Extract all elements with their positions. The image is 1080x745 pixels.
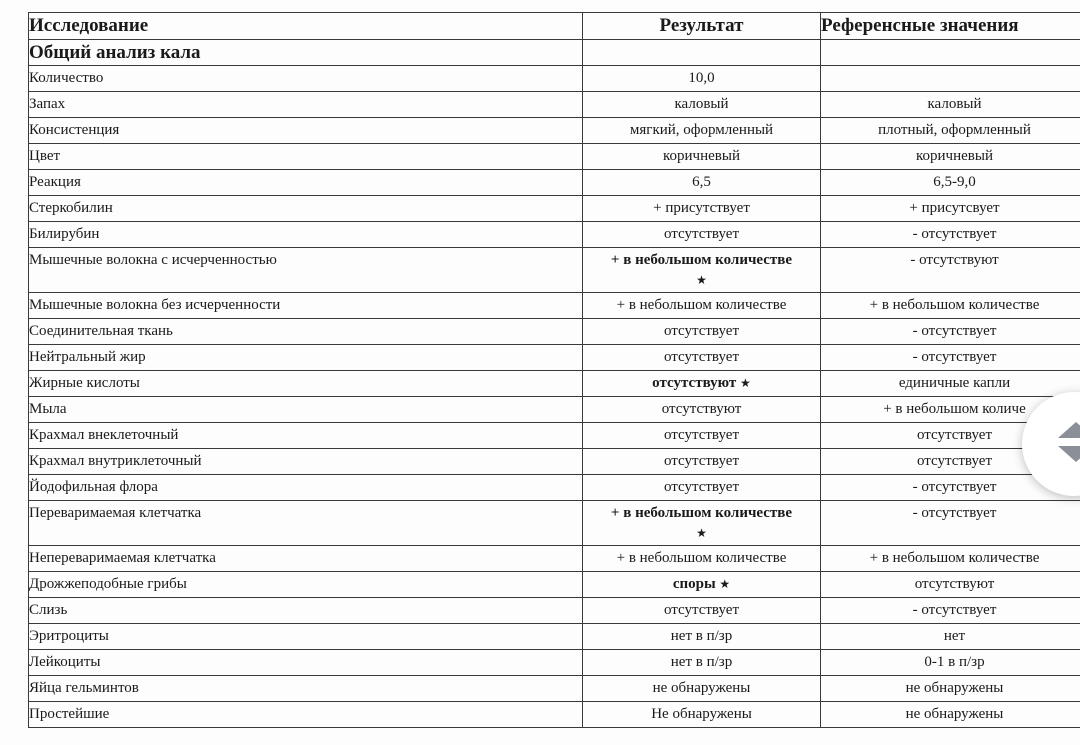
row-name: Соединительная ткань <box>29 319 583 345</box>
row-name: Крахмал внеклеточный <box>29 423 583 449</box>
table-row <box>29 702 1080 728</box>
row-result <box>583 702 821 728</box>
header-reference: Референсные значения <box>821 13 1080 40</box>
result-value: отсутствует <box>663 349 740 365</box>
flag-star-icon: ★ <box>696 526 707 540</box>
row-reference: - отсутствует <box>821 501 1080 546</box>
row-name: Количество <box>29 66 583 92</box>
row-reference: отсутствует <box>821 423 1080 449</box>
row-reference: единичные капли <box>821 371 1080 397</box>
result-value: + в небольшом количестве <box>610 505 793 521</box>
table-row <box>29 449 1080 475</box>
row-reference: - отсутствует <box>821 319 1080 345</box>
row-result <box>583 345 821 371</box>
chevron-up-icon[interactable] <box>1058 422 1080 438</box>
row-reference: 6,5-9,0 <box>821 170 1080 196</box>
row-name: Консистенция <box>29 118 583 144</box>
table-row <box>29 598 1080 624</box>
section-empty-cell <box>821 40 1080 66</box>
row-result <box>583 501 821 546</box>
result-value: отсутствуют <box>652 375 737 391</box>
flag-star-icon: ★ <box>719 577 731 591</box>
result-value: отсутствуют <box>661 401 742 417</box>
row-name: Крахмал внутриклеточный <box>29 449 583 475</box>
row-name: Мышечные волокна с исчерченностью <box>29 248 583 293</box>
row-reference: + в небольшом количестве <box>821 546 1080 572</box>
chevron-down-icon[interactable] <box>1058 446 1080 462</box>
row-reference: - отсутствует <box>821 345 1080 371</box>
row-name: Переваримаемая клетчатка <box>29 501 583 546</box>
row-reference: - отсутствуют <box>821 248 1080 293</box>
table-row <box>29 475 1080 501</box>
row-name: Билирубин <box>29 222 583 248</box>
section-row <box>29 40 1080 66</box>
row-reference: нет <box>821 624 1080 650</box>
row-name: Стеркобилин <box>29 196 583 222</box>
row-name: Яйца гельминтов <box>29 676 583 702</box>
row-name: Эритроциты <box>29 624 583 650</box>
table-row <box>29 397 1080 423</box>
result-value: 6,5 <box>692 174 711 190</box>
section-empty-cell <box>583 40 821 66</box>
table-row <box>29 92 1080 118</box>
row-result <box>583 475 821 501</box>
row-name: Лейкоциты <box>29 650 583 676</box>
result-value: коричневый <box>663 148 740 164</box>
row-name: Запах <box>29 92 583 118</box>
row-reference: - отсутствует <box>821 598 1080 624</box>
table-row <box>29 319 1080 345</box>
row-reference: 0-1 в п/зр <box>821 650 1080 676</box>
table-row <box>29 345 1080 371</box>
result-value: отсутствует <box>663 323 740 339</box>
row-name: Слизь <box>29 598 583 624</box>
row-result <box>583 222 821 248</box>
header-result: Результат <box>583 13 821 40</box>
row-name: Нейтральный жир <box>29 345 583 371</box>
result-value: каловый <box>674 96 729 112</box>
row-reference: - отсутствует <box>821 475 1080 501</box>
row-reference: коричневый <box>821 144 1080 170</box>
row-result <box>583 572 821 598</box>
row-name: Цвет <box>29 144 583 170</box>
table-row <box>29 196 1080 222</box>
row-reference: не обнаружены <box>821 676 1080 702</box>
result-value: отсутствует <box>663 226 740 242</box>
result-value: отсутствует <box>663 453 740 469</box>
row-result <box>583 144 821 170</box>
table-row <box>29 423 1080 449</box>
result-value: + в небольшом количестве <box>616 297 787 313</box>
row-reference: + в небольшом количестве <box>821 293 1080 319</box>
result-value: + в небольшом количестве <box>610 252 793 268</box>
row-reference: + в небольшом количе <box>821 397 1080 423</box>
result-value: отсутствует <box>663 427 740 443</box>
row-result <box>583 118 821 144</box>
result-value: не обнаружены <box>652 680 751 696</box>
row-result <box>583 248 821 293</box>
table-header-row <box>29 13 1080 40</box>
result-value: + в небольшом количестве <box>616 550 787 566</box>
row-name: Простейшие <box>29 702 583 728</box>
table-row <box>29 371 1080 397</box>
row-result <box>583 676 821 702</box>
row-result <box>583 423 821 449</box>
row-reference: - отсутствует <box>821 222 1080 248</box>
row-reference: отсутствуют <box>821 572 1080 598</box>
row-name: Мыла <box>29 397 583 423</box>
result-value: нет в п/зр <box>670 628 733 644</box>
result-value: отсутствует <box>663 479 740 495</box>
result-value: споры <box>672 576 716 592</box>
table-row <box>29 501 1080 546</box>
row-result <box>583 624 821 650</box>
header-study: Исследование <box>29 13 583 40</box>
table-row <box>29 624 1080 650</box>
row-result <box>583 371 821 397</box>
row-name: Реакция <box>29 170 583 196</box>
section-title: Общий анализ кала <box>29 40 583 66</box>
table-row <box>29 144 1080 170</box>
row-result <box>583 196 821 222</box>
row-name: Мышечные волокна без исчерченности <box>29 293 583 319</box>
row-reference: каловый <box>821 92 1080 118</box>
table-row <box>29 248 1080 293</box>
row-result <box>583 319 821 345</box>
table-row <box>29 118 1080 144</box>
result-value: нет в п/зр <box>670 654 733 670</box>
row-reference: + присутсвует <box>821 196 1080 222</box>
row-reference: отсутствует <box>821 449 1080 475</box>
result-value: 10,0 <box>688 70 715 86</box>
result-value: мягкий, оформленный <box>629 122 774 138</box>
table-row <box>29 222 1080 248</box>
row-reference: не обнаружены <box>821 702 1080 728</box>
table-row <box>29 170 1080 196</box>
table-row <box>29 572 1080 598</box>
row-name: Йодофильная флора <box>29 475 583 501</box>
row-reference: плотный, оформленный <box>821 118 1080 144</box>
row-reference <box>821 66 1080 92</box>
row-result <box>583 449 821 475</box>
table-row <box>29 293 1080 319</box>
flag-star-icon: ★ <box>696 273 707 287</box>
row-result <box>583 598 821 624</box>
row-result <box>583 293 821 319</box>
row-result <box>583 92 821 118</box>
result-value: отсутствует <box>663 602 740 618</box>
row-result <box>583 546 821 572</box>
table-row <box>29 546 1080 572</box>
table-row <box>29 676 1080 702</box>
table-row <box>29 650 1080 676</box>
row-result <box>583 170 821 196</box>
result-value: Не обнаружены <box>651 706 752 722</box>
row-result <box>583 66 821 92</box>
results-table <box>28 12 1080 728</box>
table-row <box>29 66 1080 92</box>
flag-star-icon: ★ <box>740 376 751 390</box>
row-name: Жирные кислоты <box>29 371 583 397</box>
row-result <box>583 397 821 423</box>
row-name: Дрожжеподобные грибы <box>29 572 583 598</box>
row-result <box>583 650 821 676</box>
result-value: + присутствует <box>653 200 750 216</box>
row-name: Непереваримаемая клетчатка <box>29 546 583 572</box>
